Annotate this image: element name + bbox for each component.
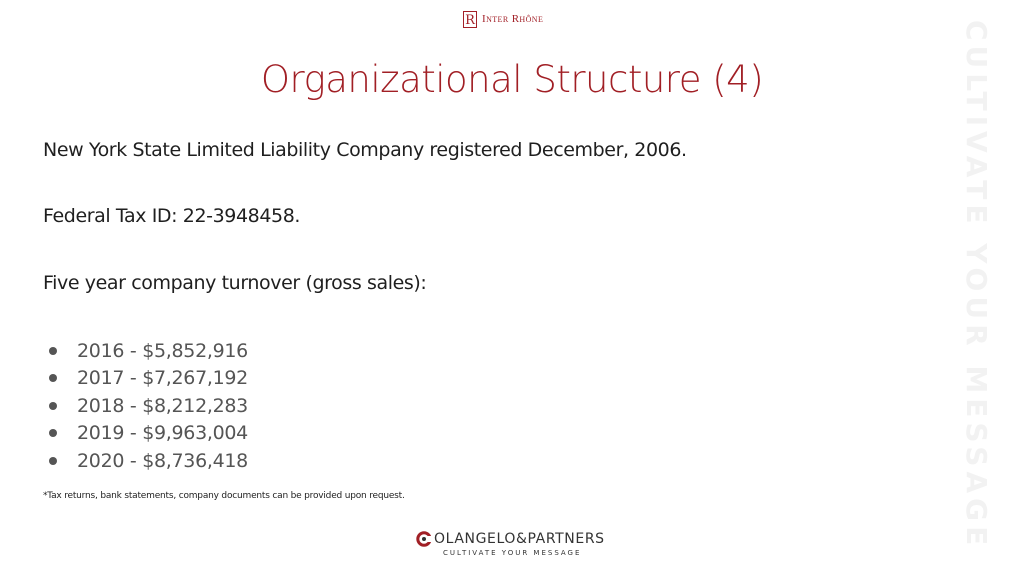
- list-item: [43, 447, 248, 475]
- bullet-icon: [49, 347, 57, 355]
- footnote: *Tax returns, bank statements, company documents can be provided upon request.: [43, 491, 405, 501]
- bullet-icon: [49, 374, 57, 382]
- colangelo-partners-logo: [416, 531, 616, 557]
- list-item: [43, 420, 248, 448]
- company-registration-text: New York State Limited Liability Company registered December, 2006.: [43, 139, 687, 161]
- sales-item-text: 2017 - $7,267,192: [77, 367, 248, 390]
- colangelo-c-icon: [416, 531, 432, 547]
- bullet-icon: [49, 402, 57, 410]
- bullet-icon: [49, 457, 57, 465]
- sales-list: [43, 337, 248, 475]
- inter-rhone-logo-text: Inter Rhône: [482, 13, 544, 25]
- inter-rhone-logo-mark: R: [463, 11, 477, 28]
- sales-item-text: 2016 - $5,852,916: [77, 339, 248, 362]
- colangelo-tagline: CULTIVATE YOUR MESSAGE: [443, 549, 582, 557]
- federal-tax-id-text: Federal Tax ID: 22-3948458.: [43, 205, 301, 227]
- vertical-watermark: CULTIVATE YOUR MESSAGE: [960, 20, 993, 551]
- list-item: [43, 365, 248, 393]
- bullet-icon: [49, 429, 57, 437]
- list-item: [43, 392, 248, 420]
- sales-item-text: 2019 - $9,963,004: [77, 422, 248, 445]
- colangelo-logo-text: OLANGELO&PARTNERS: [434, 531, 605, 547]
- inter-rhone-logo: [463, 9, 543, 29]
- sales-item-text: 2018 - $8,212,283: [77, 394, 248, 417]
- colangelo-logo-name: [416, 531, 616, 547]
- turnover-heading-text: Five year company turnover (gross sales):: [43, 272, 427, 294]
- page-title: Organizational Structure (4): [260, 58, 764, 101]
- sales-item-text: 2020 - $8,736,418: [77, 449, 248, 472]
- list-item: [43, 337, 248, 365]
